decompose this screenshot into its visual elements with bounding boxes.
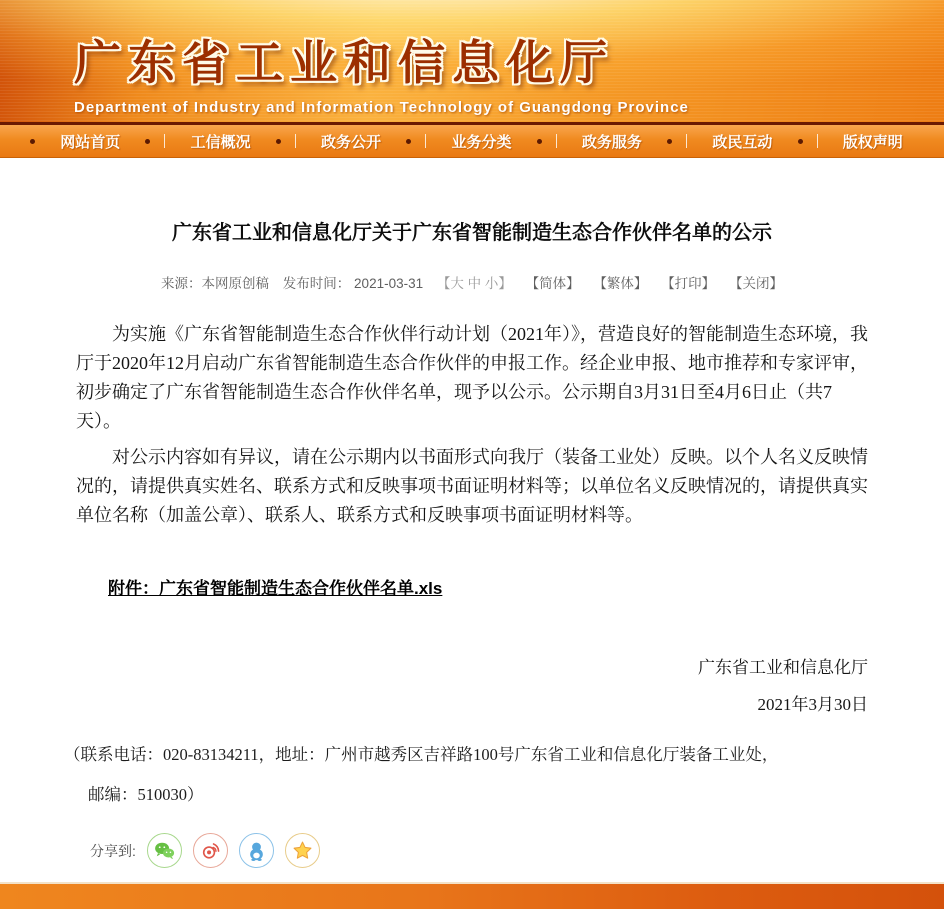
article-meta [76,272,868,292]
nav-item-gov-services[interactable]: 政务服务 [581,133,642,151]
paragraph: 对公示内容如有异议，请在公示期内以书面形式向我厅（装备工业处）反映。以个人名义反映情况的，请提供真实姓名、联系方式和反映事项书面证明材料等；以单位名义反映情况的，请提供真实单位名称（加盖公章）、联系人、联系方式和反映事项书面证明材料等。 [76,447,868,525]
qq-icon [245,839,268,862]
share-row [90,833,868,868]
nav-separator [406,134,426,148]
article-title: 广东省工业和信息化厅关于广东省智能制造生态合作伙伴名单的公示 [172,222,772,244]
contact-line-2: 邮编：510030） [88,785,204,804]
weibo-icon [199,839,222,862]
nav-separator [537,134,557,148]
nav-separator [145,134,165,148]
article-body [76,320,868,530]
attachment-link[interactable]: 附件：广东省智能制造生态合作伙伴名单.xls [108,579,443,598]
font-size-control[interactable]: 【大 中 小】 [436,276,512,291]
meta-source: 来源：本网原创稿 [161,276,270,291]
share-weibo-button[interactable] [193,833,228,868]
nav-item-business-category[interactable]: 业务分类 [451,133,512,151]
signature-department: 广东省工业和信息化厅 [698,658,868,677]
article-content [0,158,944,882]
nav-item-home[interactable]: 网站首页 [60,133,121,151]
nav-separator [667,134,687,148]
attachment-row [76,574,868,599]
nav-separator [798,134,818,148]
share-qzone-button[interactable] [285,833,320,868]
share-label: 分享到: [90,842,136,859]
print-button[interactable]: 【打印】 [661,276,716,291]
nav-separator [276,134,296,148]
main-nav [0,122,944,158]
star-icon [291,839,314,862]
close-button[interactable]: 【关闭】 [728,276,783,291]
nav-item-copyright[interactable]: 版权声明 [842,133,903,151]
site-banner [0,0,944,122]
signature-date: 2021年3月30日 [757,695,868,714]
site-title: 广东省工业和信息化厅 [74,36,614,89]
nav-item-interaction[interactable]: 政民互动 [712,133,773,151]
traditional-chinese-button[interactable]: 【繁体】 [593,276,648,291]
simplified-chinese-button[interactable]: 【简体】 [525,276,580,291]
contact-info [64,735,868,815]
site-subtitle-english: Department of Industry and Information Technology of Guangdong Province [74,99,689,116]
signature-block [76,649,868,723]
nav-item-overview[interactable]: 工信概况 [190,133,251,151]
contact-line-1: （联系电话：020-83134211，地址：广州市越秀区吉祥路100号广东省工业和信息化厅装备工业处， [64,745,779,764]
footer-bar [0,882,944,909]
wechat-icon [153,839,176,862]
paragraph: 为实施《广东省智能制造生态合作伙伴行动计划（2021年）》，营造良好的智能制造生态环境，我厅于2020年12月启动广东省智能制造生态合作伙伴的申报工作。经企业申报、地市推荐和专家评审，初步确定了广东省智能制造生态合作伙伴名单，现予以公示。公示期自3月31日至4月6日止（共7天）。 [76,324,868,431]
share-qq-button[interactable] [239,833,274,868]
meta-publish-date: 发布时间： 2021-03-31 [282,276,424,291]
share-wechat-button[interactable] [147,833,182,868]
nav-item-gov-disclosure[interactable]: 政务公开 [321,133,382,151]
